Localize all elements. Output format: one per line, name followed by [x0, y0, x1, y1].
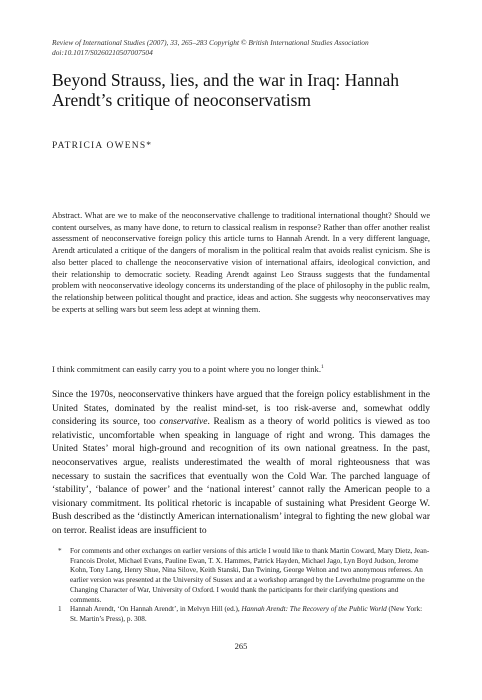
journal-citation: Review of International Studies (2007), 33, 265–283 Copyright © British International Studies Association — [52, 38, 369, 47]
abstract: Abstract. What are we to make of the neoconservative challenge to traditional international thought? Should we content ourselves, as many have done, to return to classical realism in response? Rather than offer another realist assessment of neoconservative foreign policy this article turns to Hannah Arendt. In a very different language, Arendt articulated a critique of the dangers of moralism in the political realm that avoids realist cynicism. She is also better placed to challenge the neoconservative vision of international affairs, ideological conviction, and their relationship to democratic society. Reading Arendt against Leo Strauss suggests that the fundamental problem with neoconservative ideology concerns its understanding of the place of philosophy in the public realm, the relationship between political thought and practice, ideas and action. She suggests why neoconservatives may be experts at selling wars but seem less adept at winning them. — [52, 211, 430, 314]
footnote-publisher: (New York: St. Martin’s Press), p. 308. — [70, 605, 423, 623]
footnote-1 — [58, 605, 430, 624]
footnote-book-title: Hannah Arendt: The Recovery of the Public World — [241, 605, 387, 614]
epigraph-footnote-mark[interactable]: 1 — [320, 364, 324, 370]
epigraph — [52, 362, 430, 375]
body-text-part2: . Realism as a theory of world politics is viewed as too relativistic, uncomfortable when speaking in language of right and wrong. This damages the United States’ moral high-ground and recognition of its own national greatness. In the past, neoconservatives argue, realists underestimated the wealth of moral righteousness that was necessary to sustain the sacrifices that eventually won the Cold War. The parched language of ‘stability’, ‘balance of power’ and the ‘national interest’ cannot rally the American people to a visionary commitment. Its political rhetoric is incapable of sustaining what President George W. Bush described as the ‘distinctly American internationalism’ integral to fighting the new global war on terror. Realist ideas are insufficient to — [52, 417, 431, 536]
footnote-text: For comments and other exchanges on earlier versions of this article I would like to thank Martin Coward, Mary Dietz, Jean-Francois Drolet, Michael Evans, Pauline Ewan, T. X. Hammes, Patrick Hayden, Michael Jago, Lyn Boyd Judson, Jerome Kohn, Tony Lang, Henry Shue, Nina Silove, Keith Stanski, Dan Twining, George Welton and two anonymous referees. An earlier version was presented at the University of Sussex and at a workshop arranged by the Leverhulme programme on the Changing Character of War, University of Oxford. I would thank the participants for their clarifying questions and comments. — [70, 547, 430, 604]
journal-header — [52, 38, 452, 58]
footnotes — [58, 547, 430, 625]
body-text-part1: Since the 1970s, neoconservative thinkers have argued that the foreign policy establishment in the United States, dominated by the realist mind-set, is too risk-averse and, somewhat oddly considering its source, too — [52, 390, 430, 428]
body-paragraph — [52, 389, 430, 539]
epigraph-text: I think commitment can easily carry you to a point where you no longer think. — [52, 363, 321, 374]
doi: doi:10.1017/S0260210507007504 — [52, 48, 153, 57]
footnote-citation: Hannah Arendt, ‘On Hannah Arendt’, in Melvyn Hill (ed.), — [70, 605, 242, 614]
footnote-mark: * — [58, 547, 62, 555]
author-name: PATRICIA OWENS* — [52, 141, 153, 151]
article-title: Beyond Strauss, lies, and the war in Iraq: Hannah Arendt’s critique of neoconservatism — [52, 70, 400, 110]
body-emphasis: conservative — [159, 417, 208, 428]
footnote-mark: 1 — [58, 605, 62, 614]
footnote-text — [70, 605, 430, 624]
footnote-acknowledgements — [58, 547, 430, 605]
page-number: 265 — [234, 641, 248, 651]
